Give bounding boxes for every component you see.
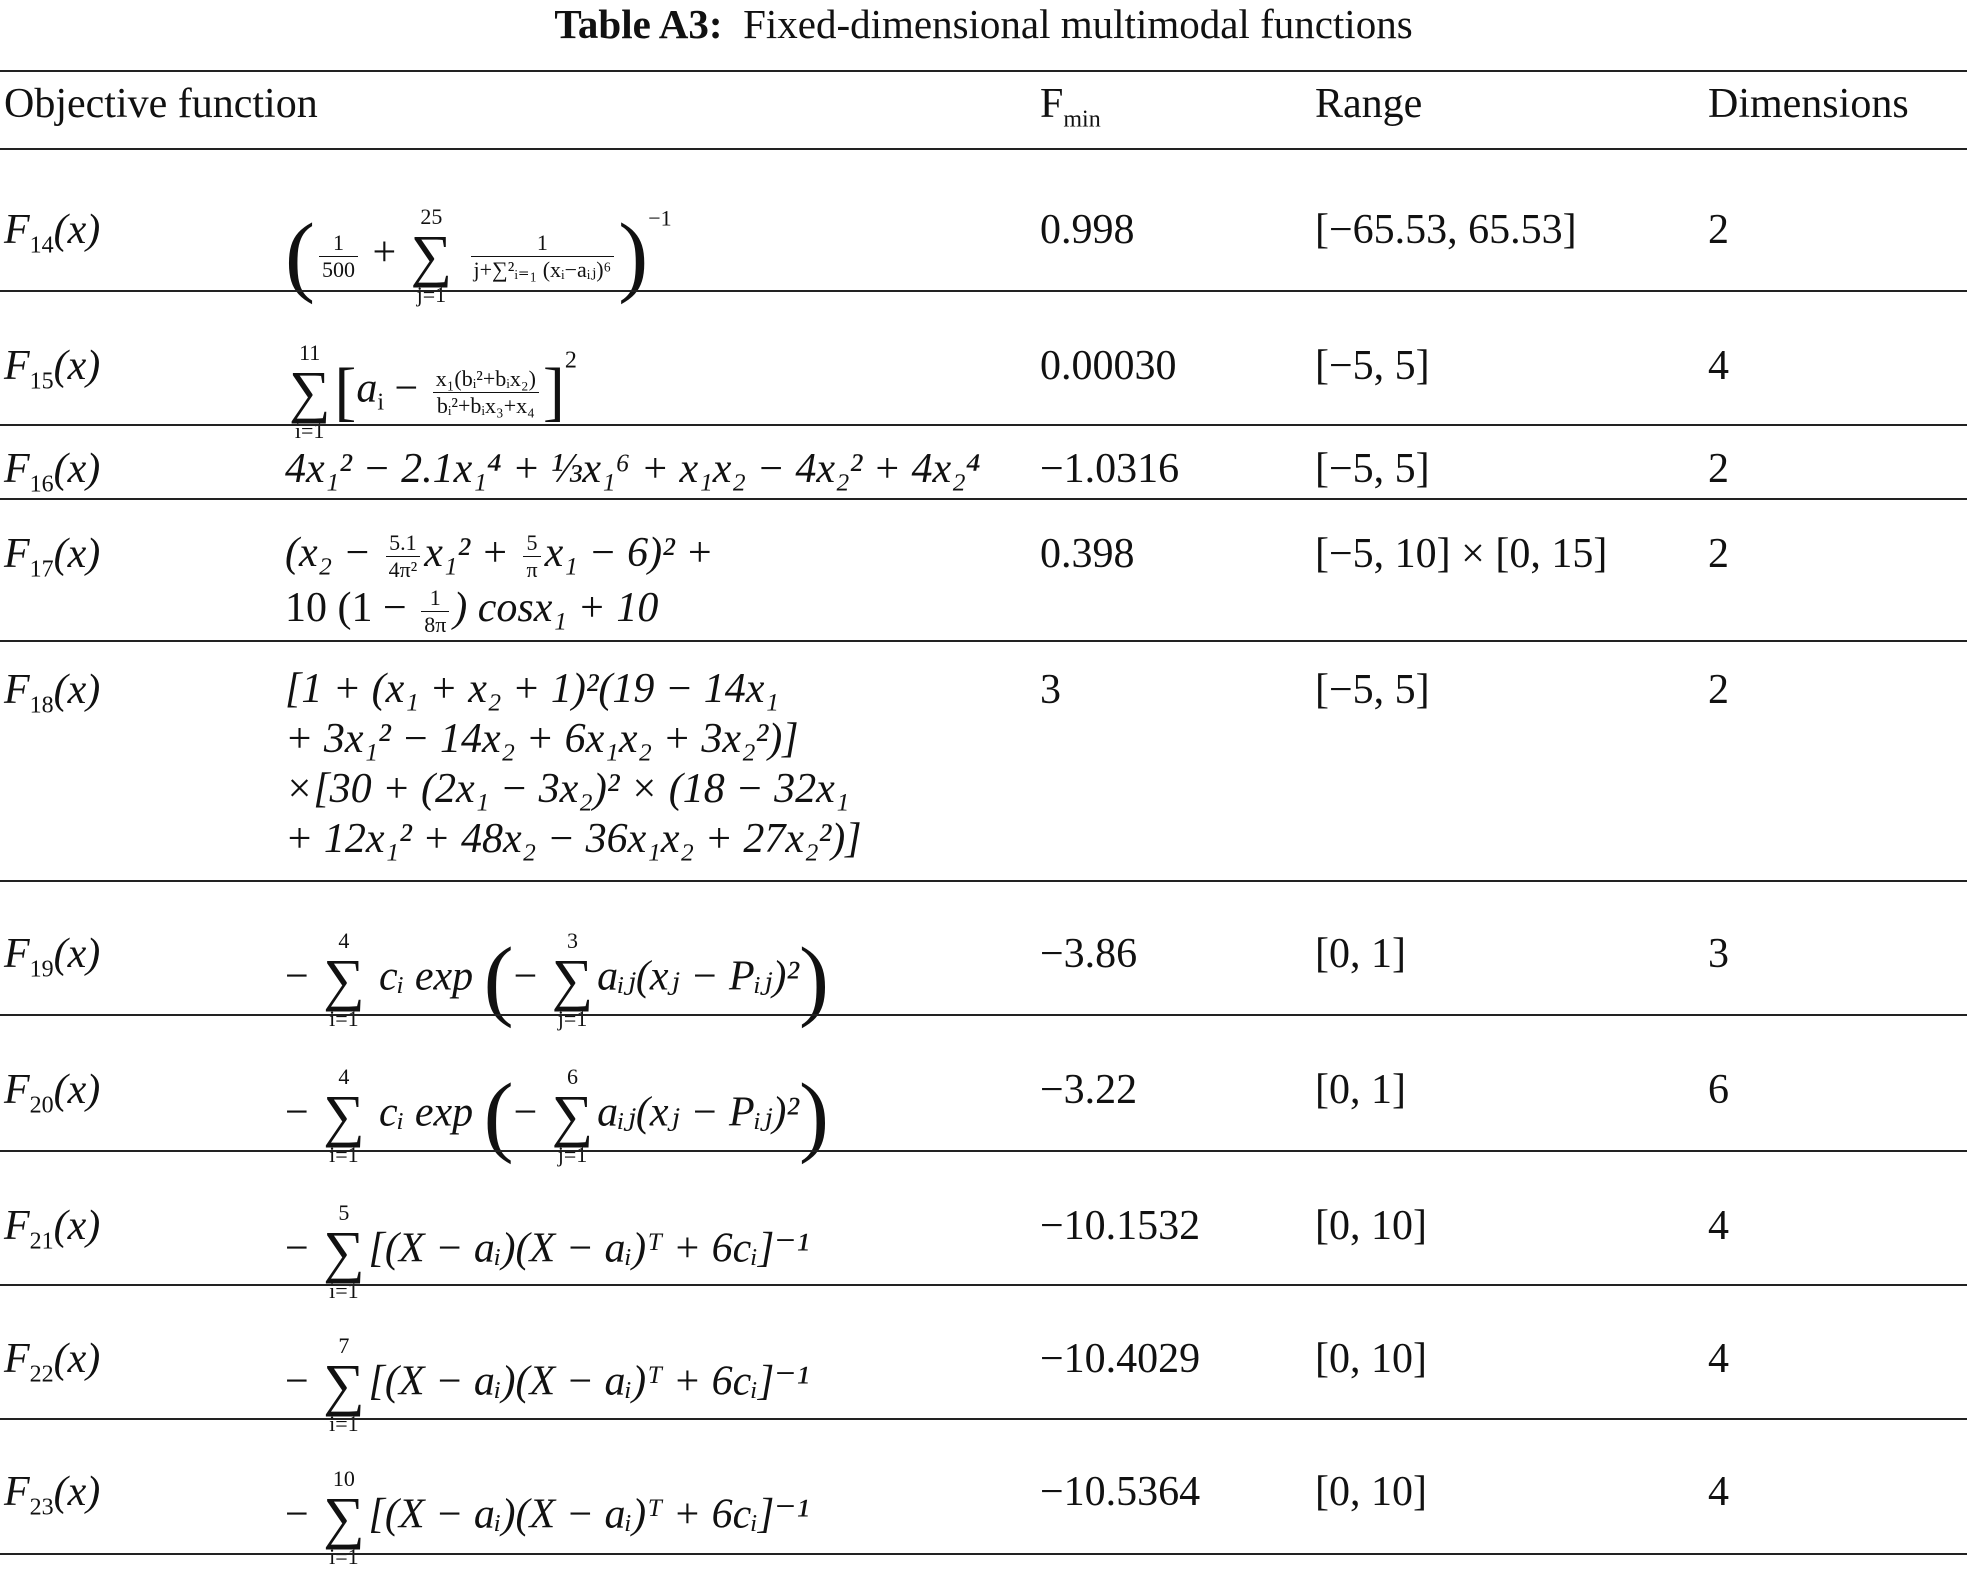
row-f14-dim: 2: [1708, 207, 1729, 253]
row-f16-formula: 4x₁² − 2.1x₁⁴ + ⅓x₁⁶ + x₁x₂ − 4x₂² + 4x₂⁴: [285, 446, 981, 492]
row-f20-formula: − 4 ∑ i=1 cᵢ exp (− 6 ∑ j=1 aᵢⱼ(xⱼ − Pᵢⱼ)²): [285, 1064, 829, 1167]
row-f23-formula: − 10 ∑ i=1 [(X − aᵢ)(X − aᵢ)ᵀ + 6cᵢ]⁻¹: [285, 1466, 810, 1569]
row-f14-range: [−65.53, 65.53]: [1315, 207, 1577, 253]
row-f15-fmin: 0.00030: [1040, 343, 1177, 389]
row-f18-formula: [1 + (x₁ + x₂ + 1)²(19 − 14x₁ + 3x₁² − 14x₂ + 6x₁x₂ + 3x₂²)] ×[30 + (2x₁ − 3x₂)² × (18 − 32x₁ + 12x₁² + 48x₂ − 36x₁x₂ + 27x₂²)]: [285, 666, 862, 862]
col-header-range: Range: [1315, 81, 1423, 127]
row-f23-fmin: −10.5364: [1040, 1469, 1201, 1515]
row-f21-dim: 4: [1708, 1203, 1729, 1249]
row-f15-dim: 4: [1708, 343, 1729, 389]
col-header-dimensions: Dimensions: [1708, 81, 1909, 127]
row-f22-range: [0, 10]: [1315, 1336, 1427, 1382]
row-rule: [0, 290, 1967, 292]
row-f23-dim: 4: [1708, 1469, 1729, 1515]
row-f14-name: $F_{14}(x)$: [4, 207, 101, 259]
row-f20-dim: 6: [1708, 1067, 1729, 1113]
row-f18-fmin: 3: [1040, 667, 1061, 713]
caption-label: Table A3:: [554, 1, 723, 47]
row-rule: [0, 880, 1967, 882]
col-header-fmin: $F_{min}$: [1040, 81, 1101, 133]
row-f21-name: $F_{21}(x)$: [4, 1203, 101, 1255]
row-f22-name: $F_{22}(x)$: [4, 1336, 101, 1388]
row-f23-name: $F_{23}(x)$: [4, 1469, 101, 1521]
row-f17-name: $F_{17}(x)$: [4, 531, 101, 583]
row-f20-name: $F_{20}(x)$: [4, 1067, 101, 1119]
row-f19-formula: − 4 ∑ i=1 cᵢ exp (− 3 ∑ j=1 aᵢⱼ(xⱼ − Pᵢⱼ)²): [285, 928, 829, 1031]
top-rule: [0, 70, 1967, 72]
row-f18-name: $F_{18}(x)$: [4, 667, 101, 719]
row-f18-dim: 2: [1708, 667, 1729, 713]
row-f22-fmin: −10.4029: [1040, 1336, 1201, 1382]
header-rule: [0, 148, 1967, 150]
row-f16-name: $F_{16}(x)$: [4, 446, 101, 498]
row-f21-formula: − 5 ∑ i=1 [(X − aᵢ)(X − aᵢ)ᵀ + 6cᵢ]⁻¹: [285, 1200, 810, 1303]
table-caption: [0, 0, 1967, 48]
row-f19-dim: 3: [1708, 931, 1729, 977]
row-f17-dim: 2: [1708, 531, 1729, 577]
row-f19-fmin: −3.86: [1040, 931, 1138, 977]
row-rule: [0, 498, 1967, 500]
row-f18-range: [−5, 5]: [1315, 667, 1430, 713]
row-f19-name: $F_{19}(x)$: [4, 931, 101, 983]
row-rule: [0, 640, 1967, 642]
row-f16-range: [−5, 5]: [1315, 446, 1430, 492]
row-f15-formula: 11 ∑ i=1 [$a_i$ − $\frac{\text{x₁(bᵢ²+bᵢx₂)}}{\text{bᵢ²+bᵢx₃+x₄}}$ ]$^2$: [289, 340, 577, 443]
row-f16-fmin: −1.0316: [1040, 446, 1180, 492]
row-f22-formula: − 7 ∑ i=1 [(X − aᵢ)(X − aᵢ)ᵀ + 6cᵢ]⁻¹: [285, 1333, 810, 1436]
row-f16-dim: 2: [1708, 446, 1729, 492]
row-rule: [0, 1150, 1967, 1152]
row-rule: [0, 1418, 1967, 1420]
row-rule: [0, 1284, 1967, 1286]
col-header-objective: Objective function: [4, 81, 318, 127]
row-rule: [0, 424, 1967, 426]
row-f23-range: [0, 10]: [1315, 1469, 1427, 1515]
row-f20-range: [0, 1]: [1315, 1067, 1406, 1113]
row-f17-fmin: 0.398: [1040, 531, 1135, 577]
row-rule: [0, 1014, 1967, 1016]
row-f14-fmin: 0.998: [1040, 207, 1135, 253]
row-f19-range: [0, 1]: [1315, 931, 1406, 977]
row-f14-formula: ( $\frac{1}{500}$ + 25 ∑ j=1 $\frac{1}{\text{j+∑²ᵢ₌₁ (xᵢ−aᵢⱼ)⁶}}$ )$^{-1}$: [285, 204, 672, 307]
row-f22-dim: 4: [1708, 1336, 1729, 1382]
bottom-rule: [0, 1553, 1967, 1555]
row-f17-range: [−5, 10] × [0, 15]: [1315, 531, 1608, 577]
row-f15-name: $F_{15}(x)$: [4, 343, 101, 395]
row-f21-fmin: −10.1532: [1040, 1203, 1201, 1249]
row-f20-fmin: −3.22: [1040, 1067, 1138, 1113]
caption-title: Fixed-dimensional multimodal functions: [743, 1, 1413, 47]
row-f21-range: [0, 10]: [1315, 1203, 1427, 1249]
row-f17-formula: (x₂ − $\frac{5.1}{\text{4π²}}$ x₁² + $\frac{5}{\pi}$ x₁ − 6)² + 10 (1 − $\frac{1}{8\pi}$ ) cosx₁ + 10: [285, 529, 714, 637]
row-f15-range: [−5, 5]: [1315, 343, 1430, 389]
